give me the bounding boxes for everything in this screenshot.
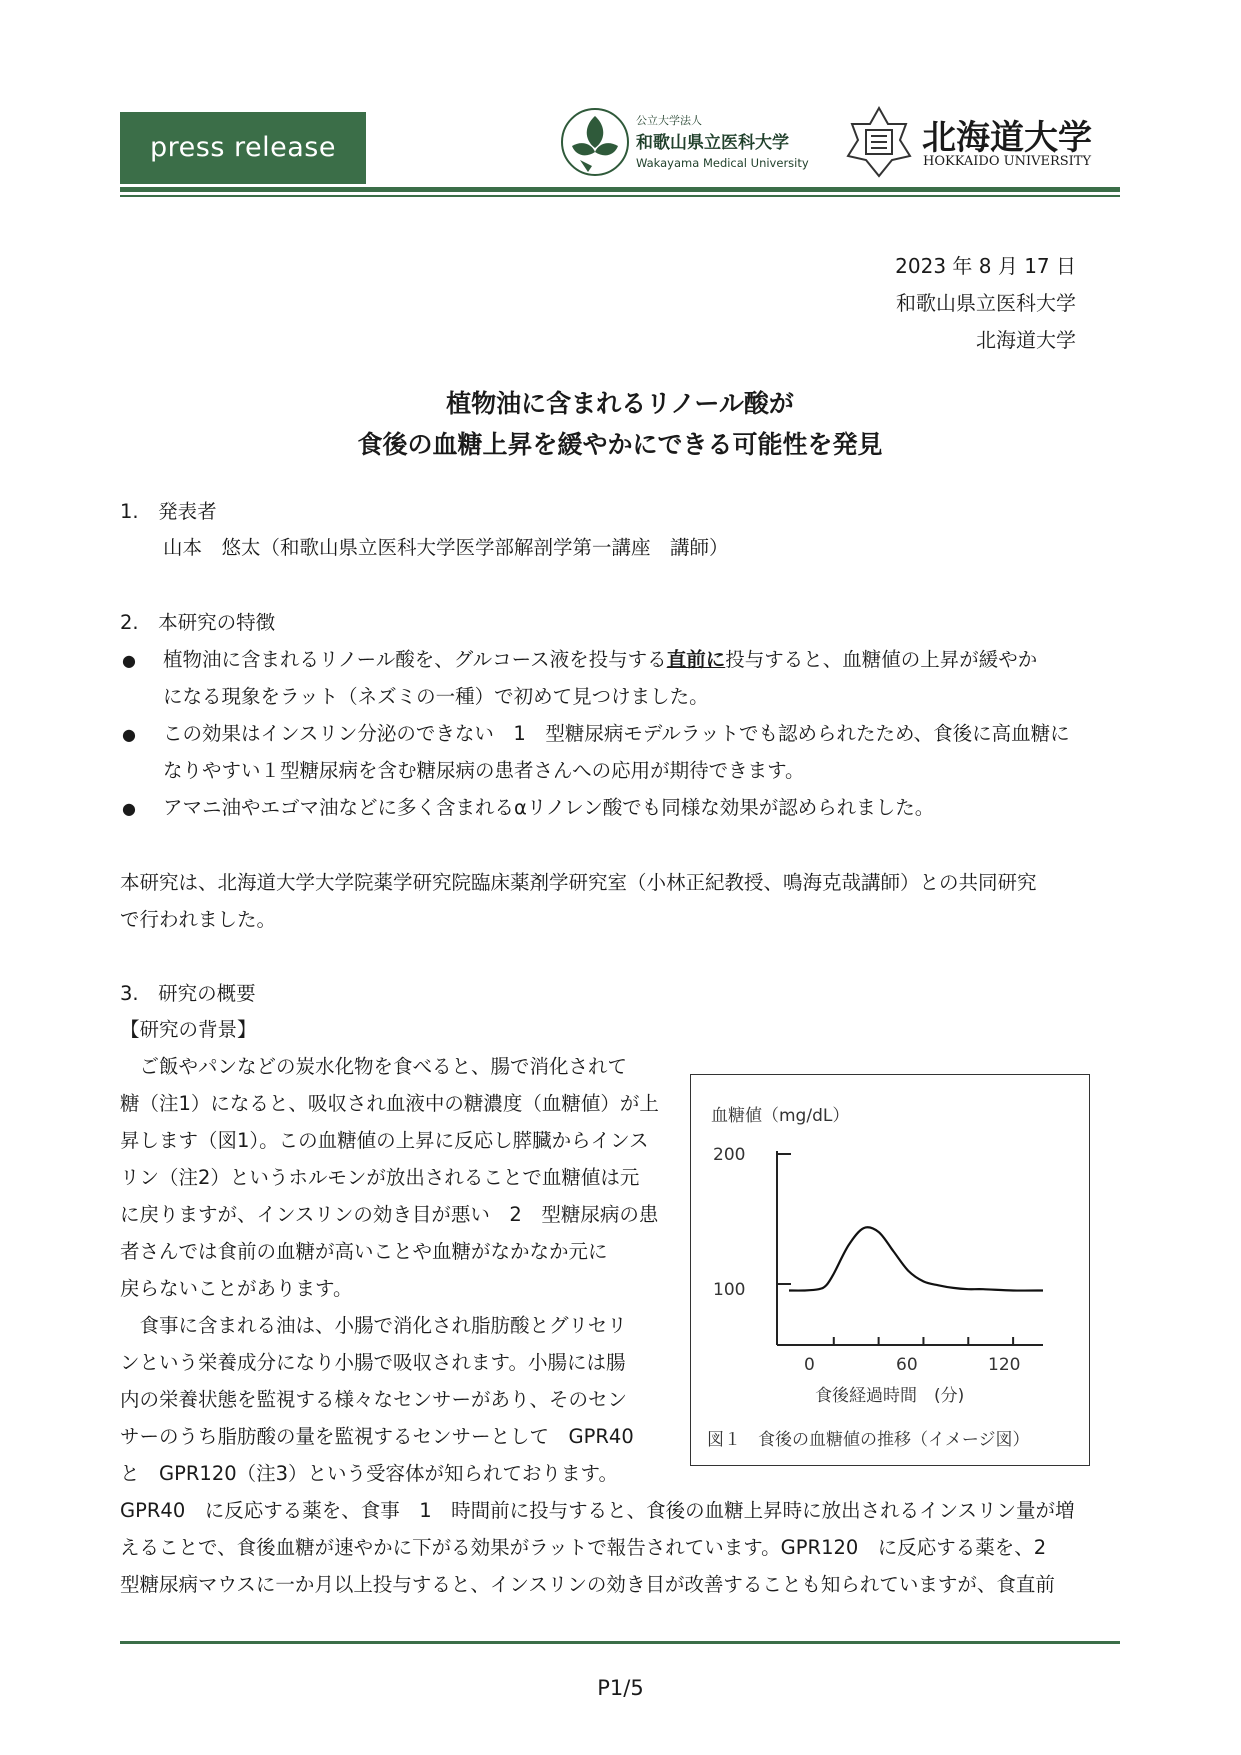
organization-wakayama: 和歌山県立医科大学 [896, 291, 1076, 315]
body-line: GPR40 に反応する薬を、食事 1 時間前に投与すると、食後の血糖上昇時に放出されるインスリン量が増 [120, 1499, 1075, 1522]
glucose-chart [691, 1075, 1091, 1467]
body-line: リン（注2）というホルモンが放出されることで血糖値は元 [120, 1166, 640, 1189]
figure-1 [690, 1074, 1090, 1466]
figure-caption: 図１ 食後の血糖値の推移（イメージ図） [707, 1430, 1030, 1450]
body-line: 昇します（図1）。この血糖値の上昇に反応し膵臓からインス [120, 1129, 649, 1152]
hokkaido-name-en: HOKKAIDO UNIVERSITY [923, 154, 1092, 169]
chart-xlabel: 食後経過時間 (分) [815, 1386, 965, 1406]
bullet-icon: ● [122, 651, 136, 670]
wakayama-name: 和歌山県立医科大学 [636, 133, 789, 153]
wakayama-name-en: Wakayama Medical University [636, 156, 809, 170]
collab-line-1: 本研究は、北海道大学大学院薬学研究院臨床薬剤学研究室（小林正紀教授、鳴海克哉講師）との共同研究 [120, 871, 1037, 894]
body-line: 糖（注1）になると、吸収され血液中の糖濃度（血糖値）が上 [120, 1092, 659, 1115]
feature-1-text-b: 投与すると、血糖値の上昇が緩やか [725, 648, 1038, 671]
bullet-icon: ● [122, 799, 136, 818]
header-rule-thin [120, 195, 1120, 197]
hokkaido-crest-icon [842, 104, 916, 180]
x-tick-label-60: 60 [896, 1355, 918, 1375]
title-line-1: 植物油に含まれるリノール酸が [446, 389, 794, 418]
body-line: えることで、食後血糖が速やかに下がる効果がラットで報告されています。GPR120 に反応する薬を、2 [120, 1536, 1047, 1559]
feature-2-line-2: なりやすい１型糖尿病を含む糖尿病の患者さんへの応用が期待できます。 [163, 759, 805, 782]
presenter: 山本 悠太（和歌山県立医科大学医学部解剖学第一講座 講師） [163, 536, 729, 559]
wakayama-subtitle: 公立大学法人 [636, 114, 702, 127]
body-line: 内の栄養状態を監視する様々なセンサーがあり、そのセン [120, 1388, 628, 1411]
hokkaido-name: 北海道大学 [922, 118, 1092, 158]
section-2-heading: 2. 本研究の特徴 [120, 611, 276, 634]
y-tick-label-100: 100 [713, 1280, 746, 1300]
background-subheading: 【研究の背景】 [120, 1018, 257, 1041]
feature-1-line-2: になる現象をラット（ネズミの一種）で初めて見つけました。 [163, 685, 709, 708]
release-date: 2023 年 8 月 17 日 [895, 254, 1076, 278]
page-number: P1/5 [597, 1676, 644, 1700]
body-line: に戻りますが、インスリンの効き目が悪い 2 型糖尿病の患 [120, 1203, 659, 1226]
hokkaido-university-logo [842, 104, 1122, 180]
body-line: ンという栄養成分になり小腸で吸収されます。小腸には腸 [120, 1351, 626, 1374]
wakayama-medical-university-logo [558, 104, 848, 180]
collab-line-2: で行われました。 [120, 908, 277, 931]
organization-hokkaido: 北海道大学 [976, 328, 1076, 352]
glucose-curve [789, 1227, 1043, 1290]
x-tick-label-120: 120 [988, 1355, 1021, 1375]
bullet-icon: ● [122, 725, 136, 744]
section-3-heading: 3. 研究の概要 [120, 982, 256, 1005]
wakayama-crest-icon [558, 104, 632, 180]
x-tick-label-0: 0 [804, 1355, 815, 1375]
body-line: 型糖尿病マウスに一か月以上投与すると、インスリンの効き目が改善することも知られていますが、食直前 [120, 1573, 1055, 1596]
section-1-heading: 1. 発表者 [120, 500, 217, 523]
feature-1-text-a: 植物油に含まれるリノール酸を、グルコース液を投与する [163, 648, 667, 671]
header-rule [120, 187, 1120, 192]
body-line: ご飯やパンなどの炭水化物を食べると、腸で消化されて [120, 1055, 628, 1078]
body-line: サーのうち脂肪酸の量を監視するセンサーとして GPR40 [120, 1425, 634, 1448]
footer-rule [120, 1641, 1120, 1644]
body-line: と GPR120（注3）という受容体が知られております。 [120, 1462, 618, 1485]
body-line: 食事に含まれる油は、小腸で消化され脂肪酸とグリセリ [120, 1314, 627, 1337]
feature-2-line-1: この効果はインスリン分泌のできない 1 型糖尿病モデルラットでも認められたため、食後に高血糖に [163, 722, 1070, 745]
feature-1-line-1 [163, 648, 1037, 671]
feature-1-emphasis: 直前に [666, 648, 726, 671]
chart-ylabel: 血糖値（mg/dL） [711, 1106, 850, 1126]
body-line: 戻らないことがあります。 [120, 1277, 353, 1300]
feature-3-line-1: アマニ油やエゴマ油などに多く含まれるαリノレン酸でも同様な効果が認められました。 [163, 796, 935, 819]
title-line-2: 食後の血糖上昇を緩やかにできる可能性を発見 [357, 430, 883, 459]
press-release-badge: press release [120, 112, 366, 184]
y-tick-label-200: 200 [713, 1145, 746, 1165]
body-line: 者さんでは食前の血糖が高いことや血糖がなかなか元に [120, 1240, 608, 1263]
